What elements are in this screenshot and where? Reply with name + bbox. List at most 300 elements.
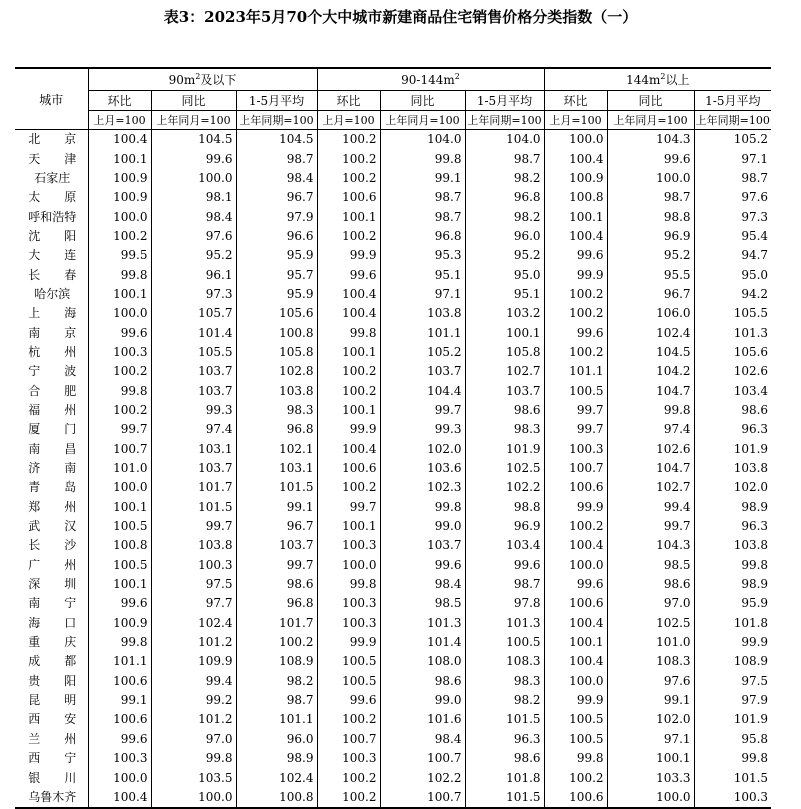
index-value: 100.1 <box>607 749 694 768</box>
index-value: 98.2 <box>465 691 544 710</box>
index-value: 98.9 <box>236 749 317 768</box>
index-value: 100.1 <box>317 401 380 420</box>
table-row <box>15 246 771 265</box>
index-value: 103.7 <box>380 362 465 381</box>
city-name: 宁 波 <box>28 364 77 379</box>
index-value: 101.2 <box>151 710 236 729</box>
base-header: 上年同月=100 <box>607 111 694 130</box>
index-value: 100.8 <box>236 788 317 808</box>
index-value: 99.9 <box>544 691 607 710</box>
index-value: 97.0 <box>607 594 694 613</box>
index-value: 98.4 <box>380 730 465 749</box>
index-value: 95.9 <box>694 594 771 613</box>
table-row <box>15 478 771 497</box>
index-value: 100.8 <box>88 536 151 555</box>
index-value: 103.7 <box>151 459 236 478</box>
measure-header: 同比 <box>151 91 236 111</box>
index-value: 100.1 <box>544 633 607 652</box>
index-value: 99.1 <box>88 691 151 710</box>
city-name: 乌鲁木齐 <box>15 788 88 808</box>
index-value: 105.6 <box>236 304 317 323</box>
index-value: 99.8 <box>317 323 380 342</box>
city-name: 哈尔滨 <box>34 286 71 301</box>
index-value: 101.1 <box>88 652 151 671</box>
index-value: 100.6 <box>317 188 380 207</box>
index-value: 100.2 <box>317 710 380 729</box>
index-value: 99.3 <box>380 420 465 439</box>
index-value: 99.6 <box>465 556 544 575</box>
index-value: 100.3 <box>88 749 151 768</box>
table-title: 表3：2023年5月70个大中城市新建商品住宅销售价格分类指数（一） <box>163 8 638 26</box>
index-value: 99.8 <box>317 575 380 594</box>
index-value: 102.4 <box>607 323 694 342</box>
table-row <box>15 749 771 768</box>
index-value: 100.5 <box>88 517 151 536</box>
index-value: 103.3 <box>607 768 694 787</box>
group-label: 144m <box>626 73 661 87</box>
index-value: 100.4 <box>317 440 380 459</box>
index-value: 99.8 <box>88 633 151 652</box>
table-row <box>15 149 771 168</box>
city-name: 天 津 <box>28 151 77 166</box>
index-value: 102.6 <box>607 440 694 459</box>
index-value: 100.2 <box>317 227 380 246</box>
index-value: 99.1 <box>607 691 694 710</box>
city-column-header: 城市 <box>15 68 88 130</box>
index-value: 100.3 <box>317 614 380 633</box>
index-value: 104.0 <box>465 130 544 150</box>
city-name: 厦 门 <box>28 422 77 437</box>
city-name: 兰 州 <box>28 731 77 746</box>
table-row <box>15 440 771 459</box>
index-value: 101.3 <box>380 614 465 633</box>
table-row <box>15 420 771 439</box>
index-value: 100.4 <box>317 285 380 304</box>
index-value: 100.2 <box>317 169 380 188</box>
table-row <box>15 614 771 633</box>
index-value: 97.0 <box>151 730 236 749</box>
index-value: 100.2 <box>317 149 380 168</box>
index-value: 99.7 <box>607 517 694 536</box>
index-value: 99.8 <box>694 749 771 768</box>
group-label: 90-144m <box>401 72 455 87</box>
index-value: 104.5 <box>151 130 236 150</box>
index-value: 98.4 <box>380 575 465 594</box>
index-value: 100.2 <box>317 768 380 787</box>
index-value: 101.7 <box>236 614 317 633</box>
index-value: 102.0 <box>694 478 771 497</box>
index-value: 100.7 <box>380 749 465 768</box>
index-value: 98.9 <box>694 575 771 594</box>
index-value: 100.4 <box>88 788 151 808</box>
index-value: 98.8 <box>465 498 544 517</box>
index-value: 99.4 <box>151 672 236 691</box>
table-row <box>15 169 771 188</box>
index-value: 101.9 <box>465 440 544 459</box>
index-value: 101.4 <box>380 633 465 652</box>
index-value: 108.0 <box>380 652 465 671</box>
index-value: 96.1 <box>151 265 236 284</box>
table-row <box>15 575 771 594</box>
index-value: 100.2 <box>317 788 380 808</box>
index-value: 99.6 <box>544 323 607 342</box>
index-value: 99.6 <box>544 575 607 594</box>
index-value: 97.6 <box>607 672 694 691</box>
index-value: 104.3 <box>607 130 694 150</box>
index-value: 103.1 <box>236 459 317 478</box>
index-value: 104.7 <box>607 381 694 400</box>
city-name: 成 都 <box>28 654 77 669</box>
table-row <box>15 498 771 517</box>
index-value: 96.7 <box>607 285 694 304</box>
city-name: 沈 阳 <box>28 228 77 243</box>
index-value: 100.4 <box>317 304 380 323</box>
index-value: 104.3 <box>607 536 694 555</box>
index-value: 98.3 <box>465 420 544 439</box>
index-value: 99.4 <box>607 498 694 517</box>
index-value: 103.8 <box>151 536 236 555</box>
index-value: 100.7 <box>544 459 607 478</box>
table-row <box>15 343 771 362</box>
index-value: 100.0 <box>607 169 694 188</box>
index-value: 100.0 <box>544 130 607 150</box>
index-value: 95.1 <box>380 265 465 284</box>
index-value: 100.3 <box>151 556 236 575</box>
index-value: 103.8 <box>380 304 465 323</box>
index-value: 100.1 <box>88 285 151 304</box>
city-name: 北 京 <box>28 132 77 147</box>
index-value: 100.5 <box>88 556 151 575</box>
index-value: 103.8 <box>236 381 317 400</box>
index-value: 98.3 <box>236 401 317 420</box>
index-value: 100.2 <box>88 362 151 381</box>
index-value: 95.2 <box>151 246 236 265</box>
index-value: 98.7 <box>607 188 694 207</box>
city-name: 西 宁 <box>28 751 77 766</box>
index-value: 101.0 <box>607 633 694 652</box>
city-name: 深 圳 <box>28 577 77 592</box>
city-name: 贵 阳 <box>28 673 77 688</box>
index-value: 101.0 <box>88 459 151 478</box>
index-value: 95.9 <box>236 246 317 265</box>
index-value: 99.6 <box>380 556 465 575</box>
index-value: 101.9 <box>694 440 771 459</box>
index-value: 103.5 <box>151 768 236 787</box>
header-row-measures <box>15 91 771 111</box>
index-value: 97.7 <box>151 594 236 613</box>
index-value: 99.9 <box>317 420 380 439</box>
city-name: 银 川 <box>28 770 77 785</box>
index-value: 99.8 <box>151 749 236 768</box>
index-value: 98.7 <box>380 207 465 226</box>
index-value: 101.5 <box>151 498 236 517</box>
table-row <box>15 768 771 787</box>
index-value: 96.8 <box>236 420 317 439</box>
table-row <box>15 459 771 478</box>
index-value: 100.4 <box>544 614 607 633</box>
index-value: 105.2 <box>694 130 771 150</box>
index-value: 96.8 <box>236 594 317 613</box>
index-value: 95.8 <box>694 730 771 749</box>
index-value: 97.4 <box>151 420 236 439</box>
index-value: 103.7 <box>236 536 317 555</box>
index-value: 97.8 <box>465 594 544 613</box>
index-value: 100.1 <box>317 517 380 536</box>
index-value: 101.5 <box>465 710 544 729</box>
index-value: 102.7 <box>607 478 694 497</box>
city-name: 济 南 <box>28 461 77 476</box>
index-value: 99.7 <box>544 401 607 420</box>
index-value: 100.4 <box>544 536 607 555</box>
table-row <box>15 710 771 729</box>
index-value: 100.3 <box>544 440 607 459</box>
index-value: 99.9 <box>544 265 607 284</box>
index-value: 105.2 <box>380 343 465 362</box>
index-value: 100.2 <box>317 362 380 381</box>
index-value: 108.9 <box>694 652 771 671</box>
city-name: 武 汉 <box>28 519 77 534</box>
index-value: 97.1 <box>607 730 694 749</box>
table-row <box>15 381 771 400</box>
index-value: 100.2 <box>544 343 607 362</box>
index-value: 100.1 <box>544 207 607 226</box>
index-value: 103.7 <box>151 362 236 381</box>
index-value: 99.3 <box>151 401 236 420</box>
index-value: 98.8 <box>607 207 694 226</box>
group-label-sup: 2 <box>454 71 460 81</box>
index-value: 98.7 <box>694 169 771 188</box>
index-value: 99.8 <box>380 498 465 517</box>
index-value: 103.8 <box>694 536 771 555</box>
index-value: 98.2 <box>465 169 544 188</box>
index-value: 100.4 <box>544 652 607 671</box>
measure-header: 1-5月平均 <box>236 91 317 111</box>
index-value: 99.7 <box>151 517 236 536</box>
index-value: 102.7 <box>465 362 544 381</box>
index-value: 99.2 <box>151 691 236 710</box>
table-row <box>15 517 771 536</box>
index-value: 104.5 <box>236 130 317 150</box>
index-value: 98.6 <box>236 575 317 594</box>
measure-header: 环比 <box>317 91 380 111</box>
measure-header: 同比 <box>380 91 465 111</box>
index-value: 95.5 <box>607 265 694 284</box>
index-value: 101.1 <box>236 710 317 729</box>
index-value: 99.8 <box>694 556 771 575</box>
index-value: 100.6 <box>88 672 151 691</box>
index-value: 99.7 <box>236 556 317 575</box>
index-value: 100.9 <box>88 169 151 188</box>
index-value: 95.9 <box>236 285 317 304</box>
table-row <box>15 227 771 246</box>
index-value: 102.2 <box>380 768 465 787</box>
index-value: 100.2 <box>544 517 607 536</box>
index-value: 100.7 <box>317 730 380 749</box>
index-value: 97.9 <box>236 207 317 226</box>
index-value: 98.9 <box>694 498 771 517</box>
index-value: 98.6 <box>465 401 544 420</box>
index-value: 100.2 <box>88 227 151 246</box>
index-value: 99.9 <box>544 498 607 517</box>
table-body <box>15 130 771 809</box>
group-label-sup: 2 <box>195 72 201 81</box>
price-index-table <box>15 67 771 809</box>
table-row <box>15 652 771 671</box>
index-value: 100.1 <box>317 343 380 362</box>
table-row <box>15 691 771 710</box>
index-value: 96.7 <box>236 188 317 207</box>
index-value: 100.2 <box>317 478 380 497</box>
index-value: 99.7 <box>88 420 151 439</box>
index-value: 100.1 <box>88 149 151 168</box>
index-value: 99.0 <box>380 691 465 710</box>
index-value: 100.9 <box>544 169 607 188</box>
group-label-suffix: 及以下 <box>200 73 237 87</box>
measure-header: 1-5月平均 <box>465 91 544 111</box>
index-value: 101.3 <box>465 614 544 633</box>
index-value: 100.0 <box>88 304 151 323</box>
table-row <box>15 401 771 420</box>
index-value: 101.5 <box>236 478 317 497</box>
index-value: 97.6 <box>694 188 771 207</box>
index-value: 109.9 <box>151 652 236 671</box>
index-value: 96.0 <box>236 730 317 749</box>
index-value: 95.0 <box>465 265 544 284</box>
index-value: 101.5 <box>694 768 771 787</box>
index-value: 100.5 <box>544 710 607 729</box>
index-value: 100.5 <box>317 652 380 671</box>
index-value: 100.3 <box>694 788 771 808</box>
index-value: 100.3 <box>317 749 380 768</box>
index-value: 98.7 <box>236 691 317 710</box>
index-value: 99.6 <box>607 149 694 168</box>
index-value: 103.4 <box>694 381 771 400</box>
index-value: 99.8 <box>88 265 151 284</box>
city-name: 南 宁 <box>28 596 77 611</box>
index-value: 100.7 <box>380 788 465 808</box>
index-value: 101.9 <box>694 710 771 729</box>
index-value: 100.8 <box>544 188 607 207</box>
index-value: 105.5 <box>694 304 771 323</box>
index-value: 103.4 <box>465 536 544 555</box>
index-value: 100.2 <box>88 401 151 420</box>
index-value: 97.6 <box>151 227 236 246</box>
group-label-sup: 2 <box>660 72 666 81</box>
index-value: 100.2 <box>317 381 380 400</box>
table-row <box>15 285 771 304</box>
index-value: 97.1 <box>380 285 465 304</box>
base-header: 上月=100 <box>317 111 380 130</box>
group-label: 90m <box>168 73 196 87</box>
index-value: 100.4 <box>544 227 607 246</box>
index-value: 99.7 <box>317 498 380 517</box>
index-value: 98.7 <box>236 149 317 168</box>
index-value: 100.2 <box>544 304 607 323</box>
measure-header: 环比 <box>544 91 607 111</box>
table-row <box>15 304 771 323</box>
city-name: 广 州 <box>28 557 77 572</box>
index-value: 95.4 <box>694 227 771 246</box>
index-value: 106.0 <box>607 304 694 323</box>
index-value: 100.0 <box>544 672 607 691</box>
group-header <box>544 68 771 91</box>
city-name: 杭 州 <box>28 344 77 359</box>
index-value: 100.6 <box>88 710 151 729</box>
index-value: 108.3 <box>465 652 544 671</box>
index-value: 101.5 <box>465 788 544 808</box>
index-value: 100.0 <box>607 788 694 808</box>
index-value: 96.7 <box>236 517 317 536</box>
index-value: 95.2 <box>465 246 544 265</box>
index-value: 104.0 <box>380 130 465 150</box>
table-row <box>15 556 771 575</box>
index-value: 99.9 <box>694 633 771 652</box>
index-value: 101.1 <box>380 323 465 342</box>
index-value: 102.1 <box>236 440 317 459</box>
city-name: 海 口 <box>28 615 77 630</box>
index-value: 100.2 <box>236 633 317 652</box>
index-value: 96.3 <box>465 730 544 749</box>
index-value: 105.6 <box>694 343 771 362</box>
index-value: 105.5 <box>151 343 236 362</box>
index-value: 105.8 <box>236 343 317 362</box>
index-value: 104.7 <box>607 459 694 478</box>
index-value: 99.6 <box>151 149 236 168</box>
index-value: 104.4 <box>380 381 465 400</box>
index-value: 100.3 <box>88 343 151 362</box>
index-value: 100.0 <box>88 207 151 226</box>
index-value: 96.6 <box>236 227 317 246</box>
index-value: 100.0 <box>544 556 607 575</box>
index-value: 100.1 <box>88 575 151 594</box>
index-value: 100.3 <box>317 536 380 555</box>
index-value: 102.4 <box>236 768 317 787</box>
index-value: 101.1 <box>544 362 607 381</box>
index-value: 96.8 <box>380 227 465 246</box>
index-value: 100.1 <box>88 498 151 517</box>
index-value: 97.5 <box>151 575 236 594</box>
index-value: 98.1 <box>151 188 236 207</box>
city-name: 长 沙 <box>28 538 77 553</box>
index-value: 100.1 <box>317 207 380 226</box>
index-value: 102.5 <box>607 614 694 633</box>
index-value: 101.8 <box>465 768 544 787</box>
base-header: 上年同期=100 <box>694 111 771 130</box>
index-value: 99.8 <box>88 381 151 400</box>
index-value: 99.0 <box>380 517 465 536</box>
table-row <box>15 536 771 555</box>
index-value: 100.9 <box>88 188 151 207</box>
index-value: 97.1 <box>694 149 771 168</box>
index-value: 99.7 <box>544 420 607 439</box>
index-value: 96.3 <box>694 517 771 536</box>
index-value: 104.5 <box>607 343 694 362</box>
city-name: 合 肥 <box>28 383 77 398</box>
table-row <box>15 594 771 613</box>
index-value: 99.7 <box>380 401 465 420</box>
index-value: 101.6 <box>380 710 465 729</box>
table-row <box>15 362 771 381</box>
index-value: 99.1 <box>380 169 465 188</box>
index-value: 99.6 <box>544 246 607 265</box>
city-name: 昆 明 <box>28 693 77 708</box>
index-value: 101.4 <box>151 323 236 342</box>
index-value: 100.0 <box>88 478 151 497</box>
index-value: 102.3 <box>380 478 465 497</box>
index-value: 98.6 <box>380 672 465 691</box>
city-name: 郑 州 <box>28 499 77 514</box>
index-value: 101.8 <box>694 614 771 633</box>
